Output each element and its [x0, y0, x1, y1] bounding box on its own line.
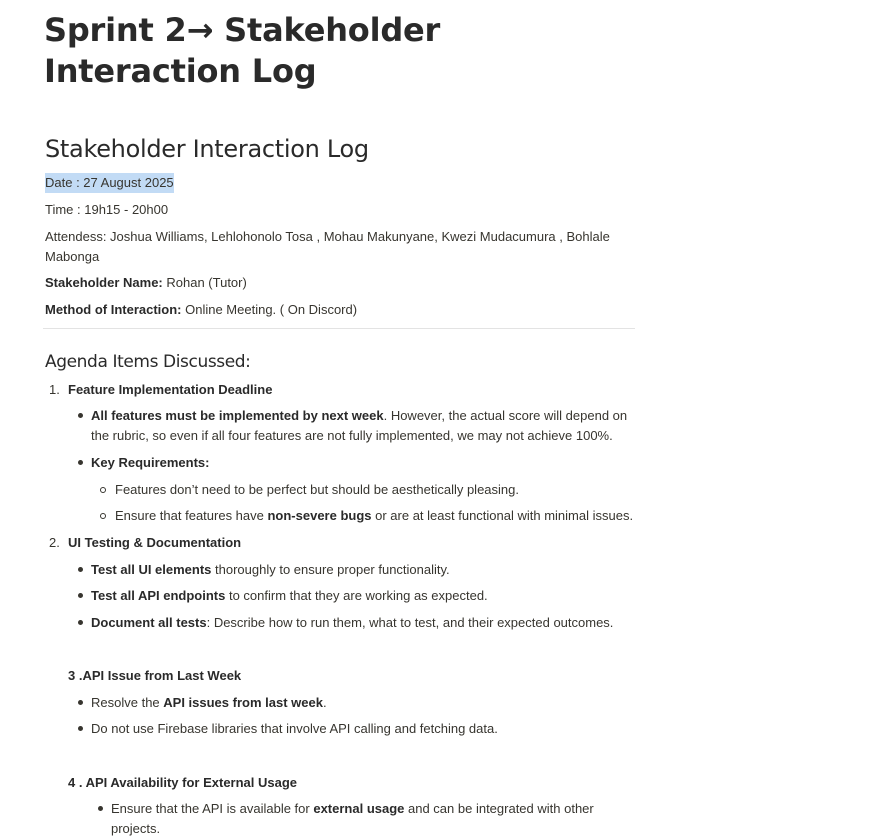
- method-value: Online Meeting. ( On Discord): [181, 302, 358, 317]
- bullet-icon: [78, 620, 83, 625]
- list-item: Features don’t need to be perfect but should be aesthetically pleasing.: [115, 482, 519, 497]
- divider: [43, 328, 635, 329]
- meta-date: [45, 173, 625, 193]
- list-item: Resolve the API issues from last week.: [91, 695, 327, 710]
- date-text[interactable]: Date : 27 August 2025: [45, 173, 174, 193]
- meta-time: Time : 19h15 - 20h00: [45, 202, 169, 217]
- list-item: Ensure that features have non-severe bugs or are at least functional with minimal issues.: [115, 508, 634, 523]
- bullet-icon: [78, 413, 83, 418]
- attendees-line-2: Mabonga: [45, 249, 100, 264]
- list-item: Key Requirements:: [91, 455, 210, 470]
- bullet-icon: [78, 726, 83, 731]
- page-title: Sprint 2→ Stakeholder Interaction Log: [44, 11, 441, 90]
- method-label: Method of Interaction:: [45, 302, 182, 317]
- list-item: All features must be implemented by next week. However, the actual score will depend on the rubric, so even if all four features are not fully implemented, we may not achieve 100%.: [91, 408, 628, 443]
- agenda-item-title: UI Testing & Documentation: [68, 535, 242, 550]
- agenda-heading: Agenda Items Discussed:: [45, 352, 251, 372]
- agenda-item-title: 4 . API Availability for External Usage: [68, 775, 298, 790]
- bullet-icon: [78, 700, 83, 705]
- agenda-item-title: 3 .API Issue from Last Week: [68, 668, 242, 683]
- bullet-icon: [78, 593, 83, 598]
- meta-attendees: [45, 227, 625, 267]
- list-item: Test all API endpoints to confirm that they are working as expected.: [91, 588, 488, 603]
- attendees-line-1: Attendess: Joshua Williams, Lehlohonolo Tosa , Mohau Makunyane, Kwezi Mudacumura , Bohlale: [45, 229, 610, 244]
- bullet-icon: [98, 806, 103, 811]
- section-title: Stakeholder Interaction Log: [45, 135, 369, 163]
- list-item: Test all UI elements thoroughly to ensure proper functionality.: [91, 562, 450, 577]
- list-item: Do not use Firebase libraries that involve API calling and fetching data.: [91, 721, 498, 736]
- meta-stakeholder: [45, 273, 625, 293]
- stakeholder-value: Rohan (Tutor): [162, 275, 247, 290]
- sub-bullet-icon: [100, 513, 106, 519]
- list-item: Ensure that the API is available for external usage and can be integrated with other projects.: [111, 801, 594, 836]
- meta-method: [45, 300, 625, 320]
- list-number: 2.: [49, 535, 60, 550]
- list-item: Document all tests: Describe how to run them, what to test, and their expected outcomes.: [91, 615, 614, 630]
- sub-bullet-icon: [100, 487, 106, 493]
- bullet-icon: [78, 567, 83, 572]
- stakeholder-label: Stakeholder Name:: [45, 275, 163, 290]
- agenda-item-title: Feature Implementation Deadline: [68, 382, 273, 397]
- bullet-icon: [78, 460, 83, 465]
- list-number: 1.: [49, 382, 60, 397]
